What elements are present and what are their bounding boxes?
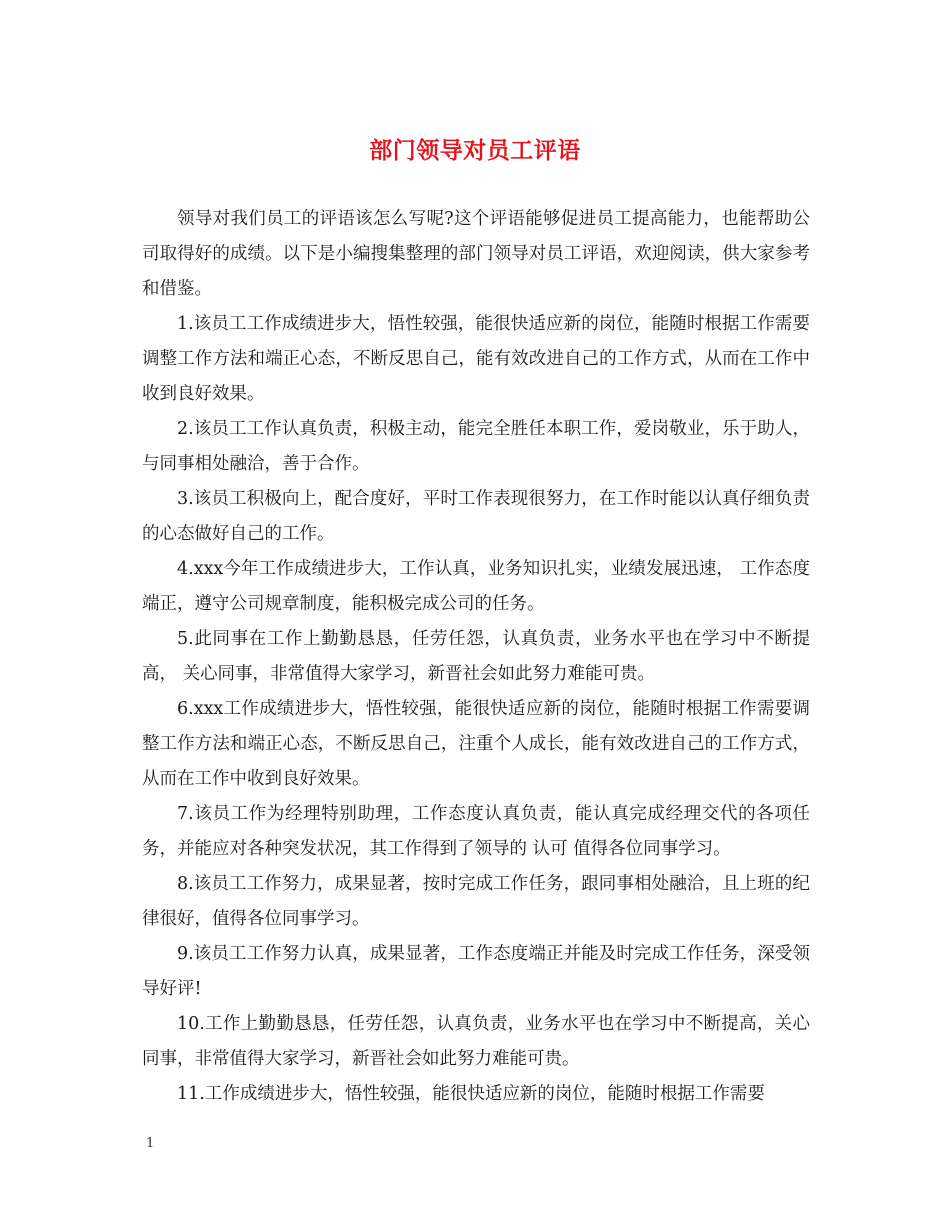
comment-item-7: 7.该员工作为经理特别助理，工作态度认真负责，能认真完成经理交代的各项任务，并能应对各种突发状况，其工作得到了领导的 认可 值得各位同事学习。	[142, 804, 810, 859]
comment-item-11: 11.工作成绩进步大，悟性较强，能很快适应新的岗位，能随时根据工作需要	[177, 1084, 765, 1104]
comment-item-2: 2.该员工工作认真负责，积极主动，能完全胜任本职工作，爱岗敬业，乐于助人，与同事相处融洽，善于合作。	[142, 419, 810, 474]
comment-item-1: 1.该员工工作成绩进步大，悟性较强，能很快适应新的岗位，能随时根据工作需要调整工作方法和端正心态，不断反思自己，能有效改进自己的工作方式，从而在工作中收到良好效果。	[142, 314, 810, 404]
document-body	[142, 202, 810, 1112]
comment-item-4: 4.xxx今年工作成绩进步大，工作认真，业务知识扎实，业绩发展迅速， 工作态度端正，遵守公司规章制度，能积极完成公司的任务。	[142, 559, 810, 614]
comment-item-5: 5.此同事在工作上勤勤恳恳，任劳任怨，认真负责，业务水平也在学习中不断提高， 关心同事，非常值得大家学习，新晋社会如此努力难能可贵。	[142, 629, 810, 684]
comment-item-6: 6.xxx工作成绩进步大，悟性较强，能很快适应新的岗位，能随时根据工作需要调整工作方法和端正心态，不断反思自己，注重个人成长，能有效改进自己的工作方式，从而在工作中收到良好效果。	[142, 699, 810, 789]
comment-item-8: 8.该员工工作努力，成果显著，按时完成工作任务，跟同事相处融洽，且上班的纪律很好，值得各位同事学习。	[142, 874, 810, 929]
comment-item-9: 9.该员工工作努力认真，成果显著，工作态度端正并能及时完成工作任务，深受领导好评!	[142, 944, 810, 999]
document-title: 部门领导对员工评语	[369, 137, 581, 164]
intro-paragraph: 领导对我们员工的评语该怎么写呢?这个评语能够促进员工提高能力，也能帮助公司取得好的成绩。以下是小编搜集整理的部门领导对员工评语，欢迎阅读，供大家参考和借鉴。	[142, 209, 810, 299]
comment-item-3: 3.该员工积极向上，配合度好，平时工作表现很努力，在工作时能以认真仔细负责的心态做好自己的工作。	[142, 489, 810, 544]
page-number: 1	[146, 1136, 155, 1151]
comment-item-10: 10.工作上勤勤恳恳，任劳任怨，认真负责，业务水平也在学习中不断提高，关心同事，非常值得大家学习，新晋社会如此努力难能可贵。	[142, 1014, 810, 1069]
